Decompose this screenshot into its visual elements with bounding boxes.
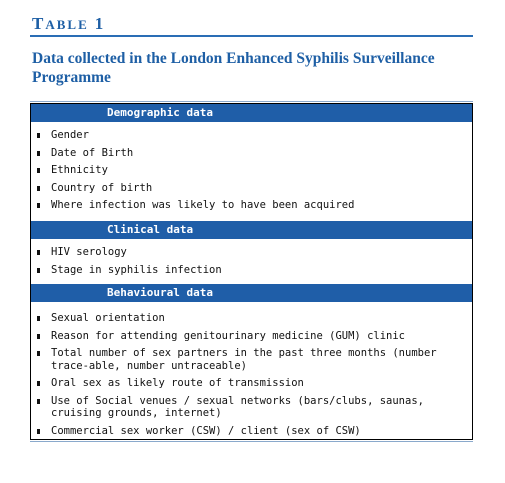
section-list-behavioural xyxy=(31,312,472,442)
list-item: Sexual orientation xyxy=(31,312,472,325)
list-item: Commercial sex worker (CSW) / client (sex of CSW) xyxy=(31,425,472,438)
list-item: Total number of sex partners in the past three months (number trace-able, number untraceable) xyxy=(31,347,472,372)
list-item: Where infection was likely to have been acquired xyxy=(31,199,472,212)
section-header-behavioural xyxy=(31,284,472,302)
section-list-clinical xyxy=(31,246,472,281)
table-label xyxy=(32,14,105,34)
list-item: Gender xyxy=(31,129,472,142)
table-label-rest: ABLE xyxy=(45,17,89,32)
section-header-label: Demographic data xyxy=(107,106,213,119)
table-number: 1 xyxy=(94,14,106,33)
section-header-clinical xyxy=(31,221,472,239)
list-item: Ethnicity xyxy=(31,164,472,177)
section-header-demographic xyxy=(31,104,472,122)
list-item: Date of Birth xyxy=(31,147,472,160)
section-list-demographic xyxy=(31,129,472,217)
section-header-label: Behavioural data xyxy=(107,286,213,299)
caption-rule xyxy=(30,101,473,102)
data-table xyxy=(30,103,473,440)
list-item: Reason for attending genitourinary medicine (GUM) clinic xyxy=(31,330,472,343)
list-item: Use of Social venues / sexual networks (bars/clubs, saunas, cruising grounds, internet) xyxy=(31,395,472,420)
list-item: Stage in syphilis infection xyxy=(31,264,472,277)
list-item: Oral sex as likely route of transmission xyxy=(31,377,472,390)
table-caption: Data collected in the London Enhanced Syphilis Surveillance Programme xyxy=(32,50,435,86)
section-header-label: Clinical data xyxy=(107,223,194,236)
top-rule xyxy=(30,35,473,37)
table-label-initial: T xyxy=(32,14,46,33)
bottom-rule xyxy=(30,441,473,442)
list-item: Country of birth xyxy=(31,182,472,195)
list-item: HIV serology xyxy=(31,246,472,259)
